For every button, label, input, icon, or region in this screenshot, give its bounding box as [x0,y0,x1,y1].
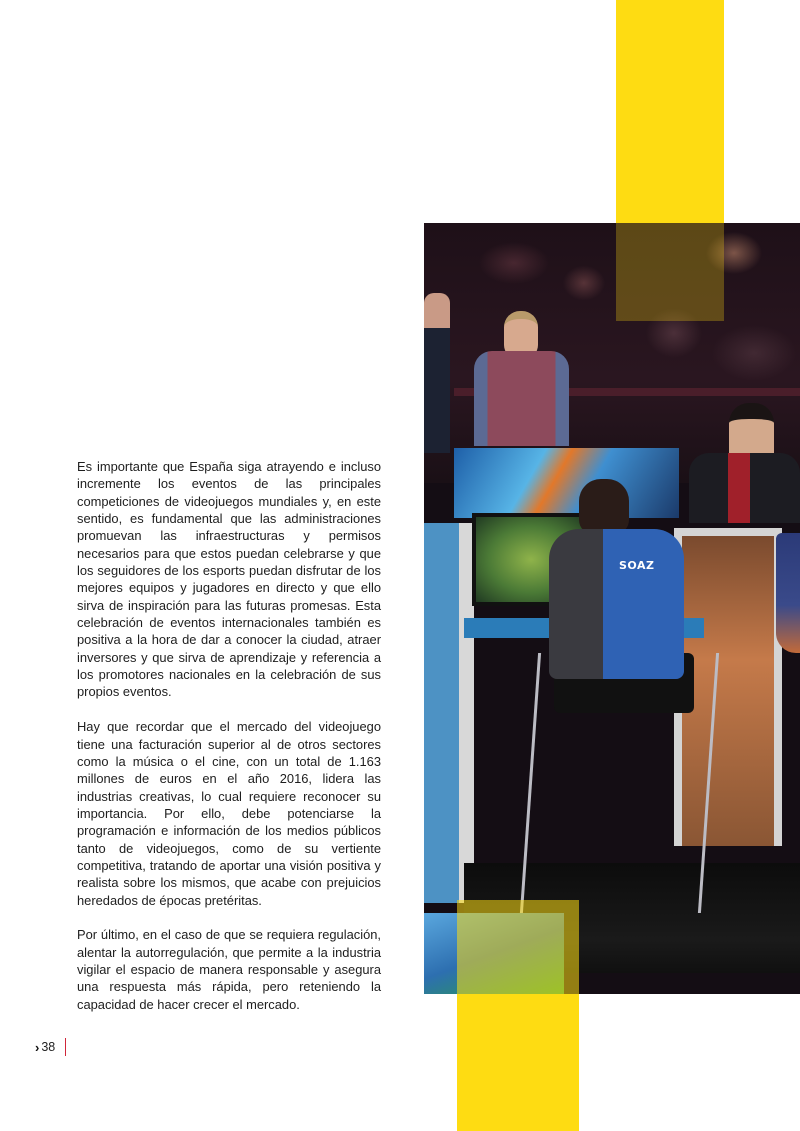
esports-event-photo [424,223,800,994]
page-number-footer [35,1038,66,1056]
jersey-name: SOAZ [619,559,655,572]
caster-left [424,293,450,453]
chair-legs [520,653,719,913]
all-star-logo [776,533,800,653]
yellow-overlay-bottom [457,900,579,994]
page-divider [65,1038,66,1056]
left-booth [424,523,474,903]
caster-vest [474,311,569,446]
yellow-overlay-top [616,223,724,321]
chevron-right-icon: › [35,1039,40,1055]
paragraph-2: Hay que recordar que el mercado del videojuego tiene una facturación superior al de otros sectores como la música o el cine, con un total de 1.163 millones de euros en el año 2016, lidera las industrias creativas, lo cual requiere reconocer su importancia. Por ello, debe potenciarse la programación e información de los medios públicos tanto de videojuegos, como de su vertiente competitiva, tratando de aportar una visión positiva y realista sobre los mismos, que acabe con prejuicios heredados de épocas pretéritas. [77,719,381,908]
player-glasses [689,403,800,523]
paragraph-3: Por último, en el caso de que se requiera regulación, alentar la autorregulación, que permite a la industria vigilar el espacio de manera responsable y asegura una respuesta más rápida, pero reteniendo la capacidad de hacer crecer el mercado. [77,927,381,1012]
body-text-column [77,458,381,1030]
page-number: 38 [41,1040,56,1054]
paragraph-1: Es importante que España siga atrayendo e incluso incremente los eventos de las principales competiciones de videojuegos mundiales y, en este sentido, es fundamental que las administraciones promuevan las infraestructuras y permisos necesarios para que estos puedan celebrarse y que los seguidores de los esports puedan disfrutar de los mejores equipos y jugadores en directo y que ello sirva de inspiración para las futuras promesas. Esta celebración de eventos internacionales también es positiva a la hora de dar a conocer la ciudad, atraer inversores y que sirva de aprendizaje y referencia a los promotores nacionales en la celebración de sus propios eventos. [77,459,381,700]
player-soaz [519,479,684,679]
